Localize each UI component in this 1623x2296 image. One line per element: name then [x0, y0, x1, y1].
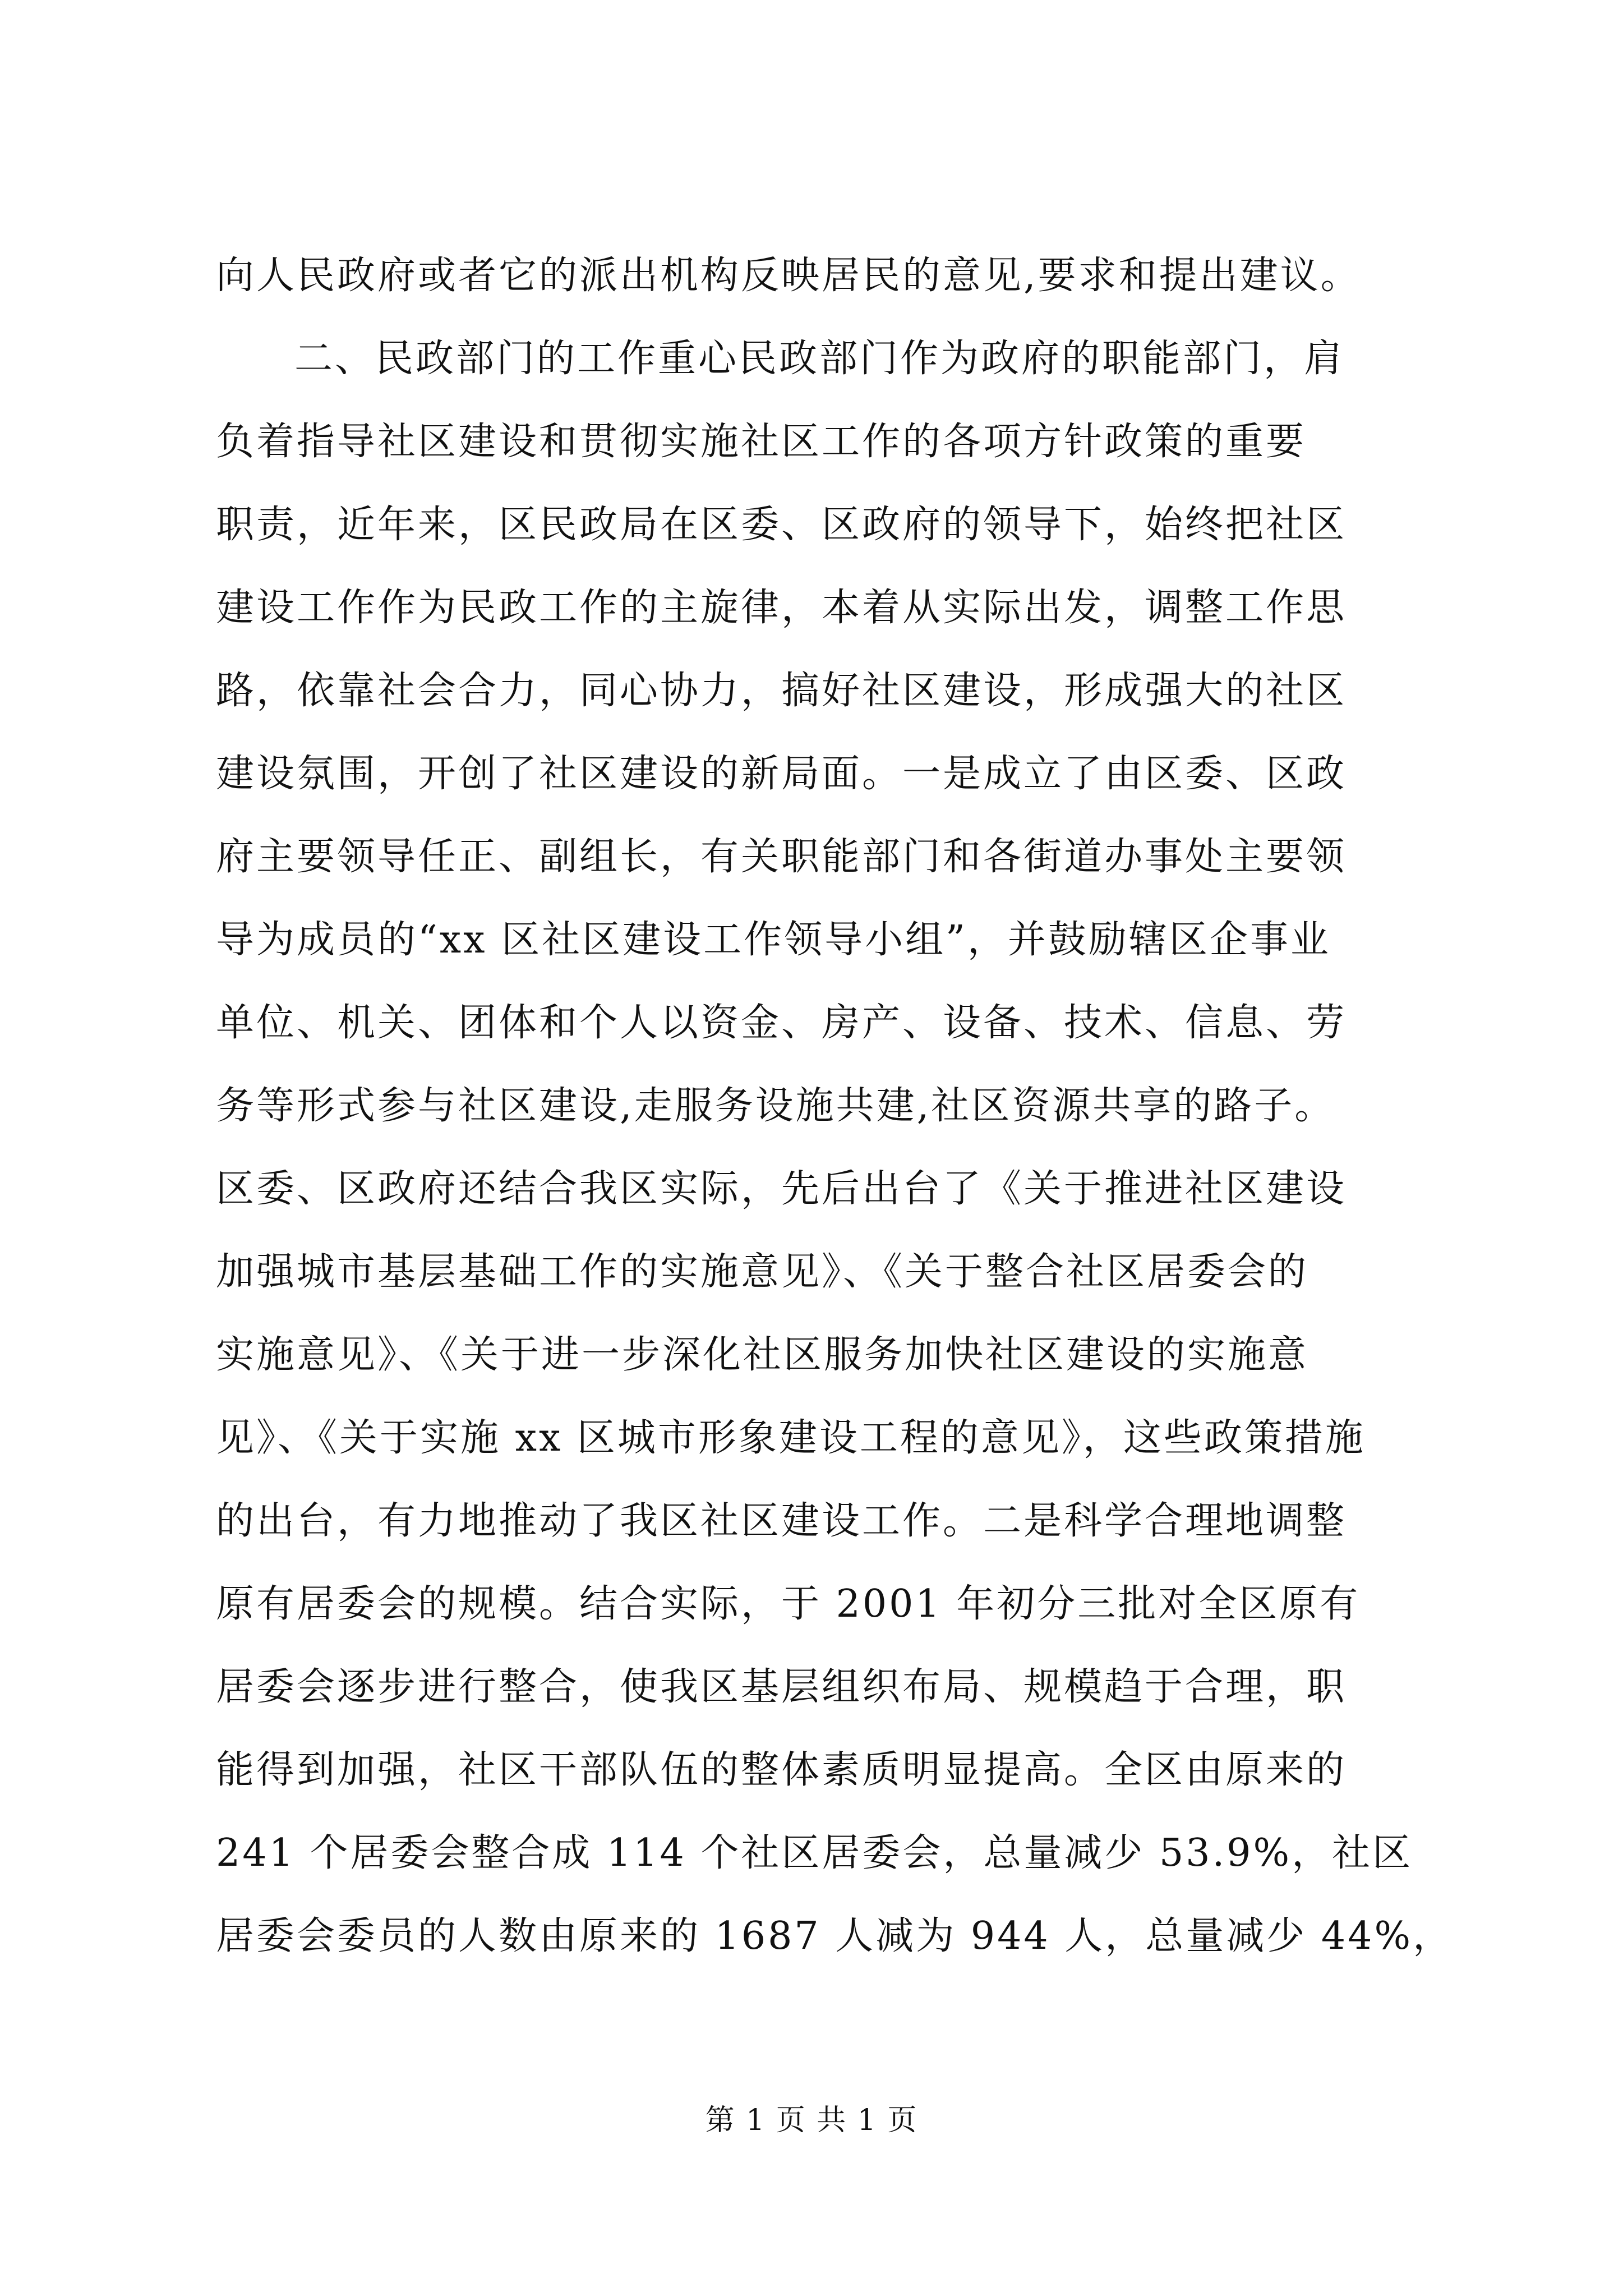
page-number-label: 第 1 页 共 1 页: [705, 2104, 918, 2137]
text-line-9: 导为成员的“xx 区社区建设工作领导小组”，并鼓励辖区企事业: [216, 918, 1331, 962]
text-line-13: 加强城市基层基础工作的实施意见》、《关于整合社区居委会的: [216, 1250, 1309, 1294]
text-line-16: 的出台，有力地推动了我区社区建设工作。二是科学合理地调整: [216, 1499, 1347, 1543]
text-line-14: 实施意见》、《关于进一步深化社区服务加快社区建设的实施意: [216, 1333, 1309, 1377]
text-line-21: 居委会委员的人数由原来的 1687 人减为 944 人，总量减少 44%，: [216, 1914, 1454, 1958]
text-line-3: 负着指导社区建设和贯彻实施社区工作的各项方针政策的重要: [216, 420, 1307, 464]
text-line-1: 向人民政府或者它的派出机构反映居民的意见,要求和提出建议。: [216, 254, 1361, 298]
text-line-11: 务等形式参与社区建设,走服务设施共建,社区资源共享的路子。: [216, 1084, 1335, 1128]
text-line-19: 能得到加强，社区干部队伍的整体素质明显提高。全区由原来的: [216, 1748, 1347, 1792]
page-footer: [0, 2098, 1623, 2143]
text-line-17: 原有居委会的规模。结合实际，于 2001 年初分三批对全区原有: [216, 1582, 1361, 1626]
text-line-2: 二、民政部门的工作重心民政部门作为政府的职能部门，肩: [294, 337, 1345, 381]
text-line-15: 见》、《关于实施 xx 区城市形象建设工程的意见》，这些政策措施: [216, 1416, 1366, 1460]
text-line-20: 241 个居委会整合成 114 个社区居委会，总量减少 53.9%，社区: [216, 1831, 1413, 1875]
text-line-6: 路，依靠社会合力，同心协力，搞好社区建设，形成强大的社区: [216, 669, 1347, 713]
text-line-5: 建设工作作为民政工作的主旋律，本着从实际出发，调整工作思: [216, 586, 1347, 630]
document-body: [216, 234, 1454, 1978]
text-line-7: 建设氛围，开创了社区建设的新局面。一是成立了由区委、区政: [216, 752, 1347, 796]
text-line-18: 居委会逐步进行整合，使我区基层组织布局、规模趋于合理，职: [216, 1665, 1347, 1709]
text-line-12: 区委、区政府还结合我区实际，先后出台了《关于推进社区建设: [216, 1167, 1347, 1211]
text-line-8: 府主要领导任正、副组长，有关职能部门和各街道办事处主要领: [216, 835, 1347, 879]
text-line-4: 职责，近年来，区民政局在区委、区政府的领导下，始终把社区: [216, 503, 1347, 547]
text-line-10: 单位、机关、团体和个人以资金、房产、设备、技术、信息、劳: [216, 1001, 1347, 1045]
